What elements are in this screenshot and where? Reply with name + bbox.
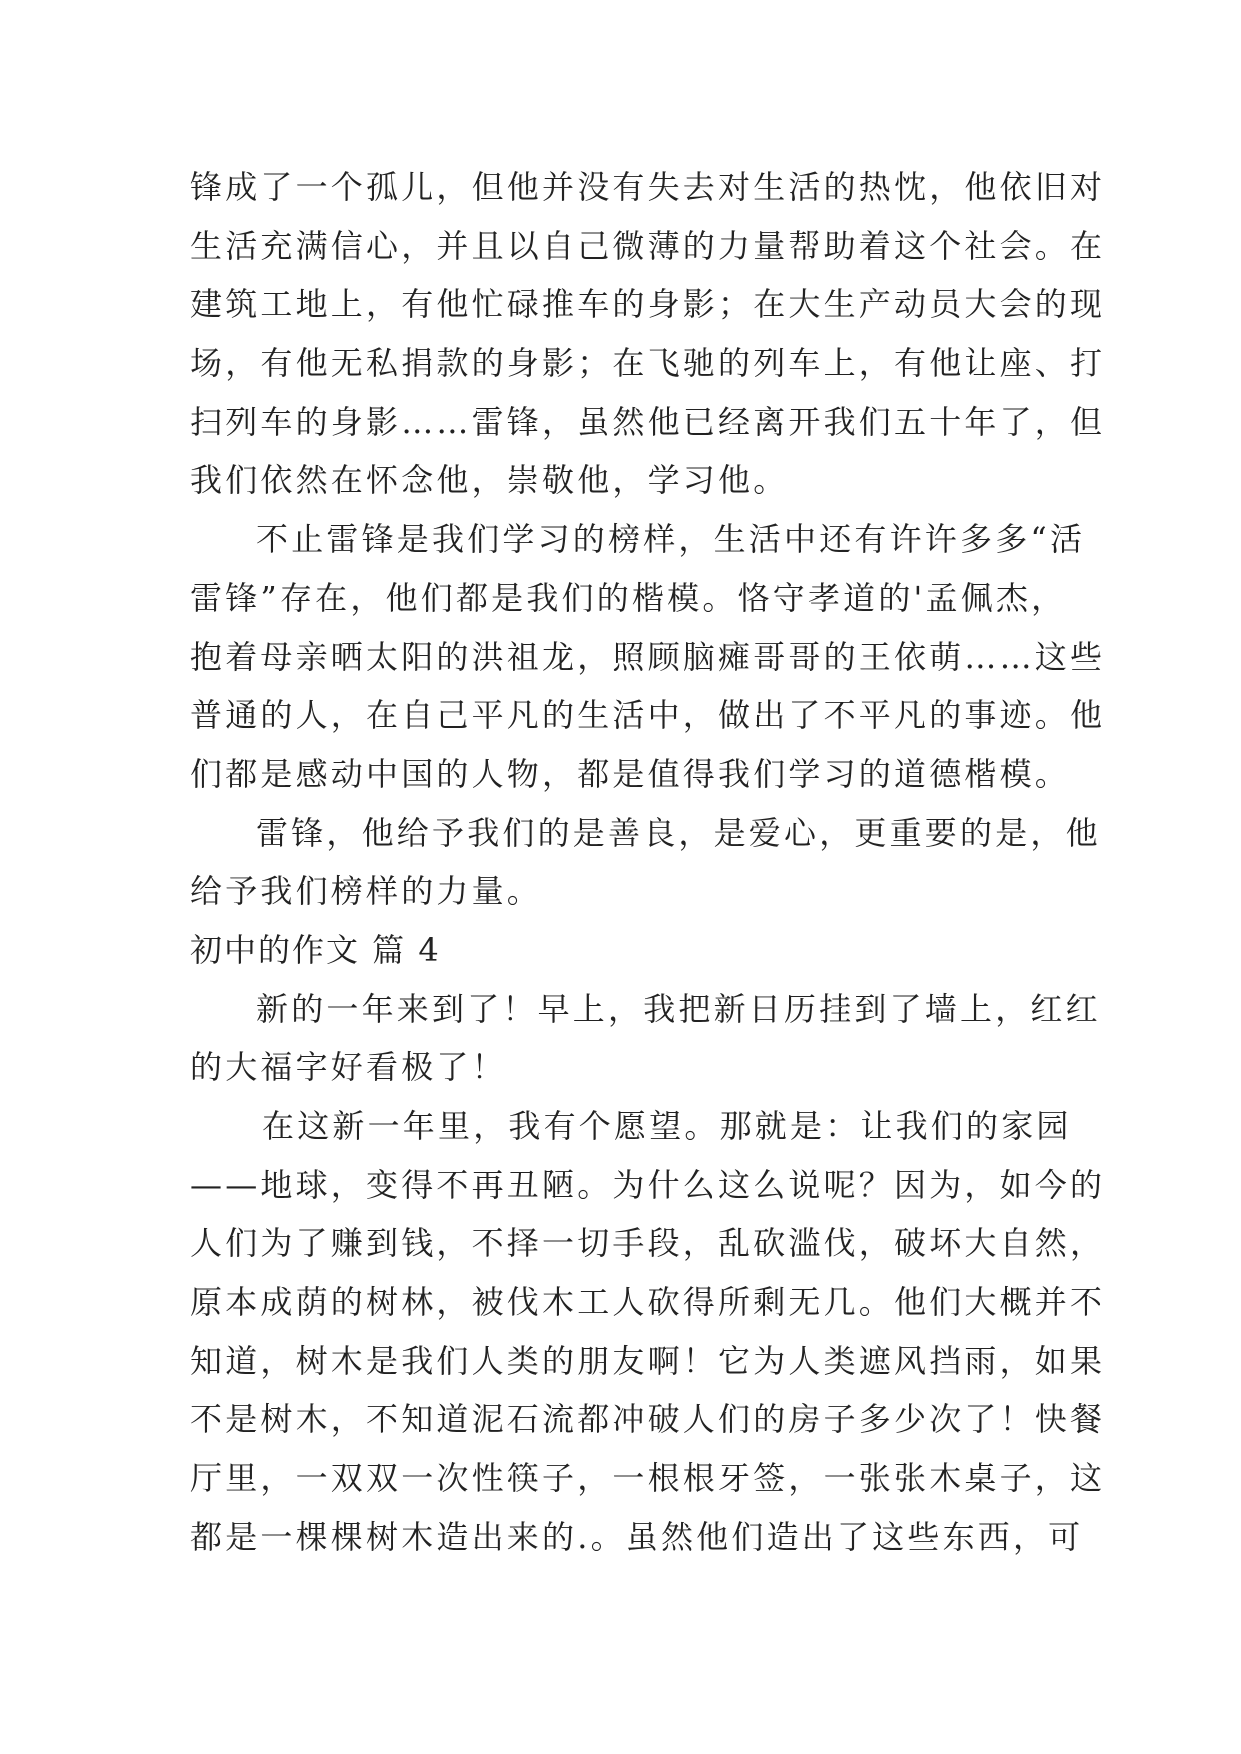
document-body (190, 158, 1106, 1567)
text-line: 人们为了赚到钱，不择一切手段，乱砍滥伐，破坏大自然， (190, 1224, 1106, 1263)
text-line: ——地球，变得不再丑陋。为什么这么说呢？因为，如今的 (190, 1165, 1106, 1204)
section-heading: 初中的作文 篇 4 (190, 930, 441, 969)
text-line: 知道，树木是我们人类的朋友啊！它为人类遮风挡雨，如果 (190, 1341, 1106, 1380)
text-line: 的大福字好看极了！ (190, 1048, 507, 1087)
text-line: 雷锋”存在，他们都是我们的楷模。恪守孝道的'孟佩杰， (190, 578, 1067, 617)
text-line: 扫列车的身影……雷锋，虽然他已经离开我们五十年了，但 (190, 402, 1106, 441)
text-line: 普通的人，在自己平凡的生活中，做出了不平凡的事迹。他 (190, 696, 1106, 735)
paragraph-start-line: 新的一年来到了！早上，我把新日历挂到了墙上，红红 (256, 989, 1101, 1028)
text-line: 生活充满信心，并且以自己微薄的力量帮助着这个社会。在 (190, 226, 1106, 265)
paragraph-start-line: 雷锋，他给予我们的是善良，是爱心，更重要的是，他 (256, 813, 1101, 852)
text-line: 锋成了一个孤儿，但他并没有失去对生活的热忱，他依旧对 (190, 168, 1106, 206)
text-line: 我们依然在怀念他，崇敬他，学习他。 (190, 461, 789, 500)
text-line: 原本成荫的树林，被伐木工人砍得所剩无几。他们大概并不 (190, 1283, 1106, 1322)
text-line: 都是一棵棵树木造出来的.。虽然他们造出了这些东西，可 (190, 1517, 1084, 1556)
text-line: 建筑工地上，有他忙碌推车的身影；在大生产动员大会的现 (190, 285, 1106, 324)
text-line: 们都是感动中国的人物，都是值得我们学习的道德楷模。 (190, 754, 1071, 793)
text-line: 厅里，一双双一次性筷子，一根根牙签，一张张木桌子，这 (190, 1459, 1106, 1498)
text-line: 不是树木，不知道泥石流都冲破人们的房子多少次了！快餐 (190, 1400, 1106, 1439)
paragraph-start-line: 在这新一年里，我有个愿望。那就是：让我们的家园 (262, 1107, 1072, 1145)
text-line: 场，有他无私捐款的身影；在飞驰的列车上，有他让座、打 (190, 344, 1106, 383)
text-line: 给予我们榜样的力量。 (190, 872, 543, 911)
paragraph-start-line: 不止雷锋是我们学习的榜样，生活中还有许许多多“活 (256, 520, 1086, 559)
text-line: 抱着母亲晒太阳的洪祖龙，照顾脑瘫哥哥的王依萌……这些 (190, 637, 1106, 676)
